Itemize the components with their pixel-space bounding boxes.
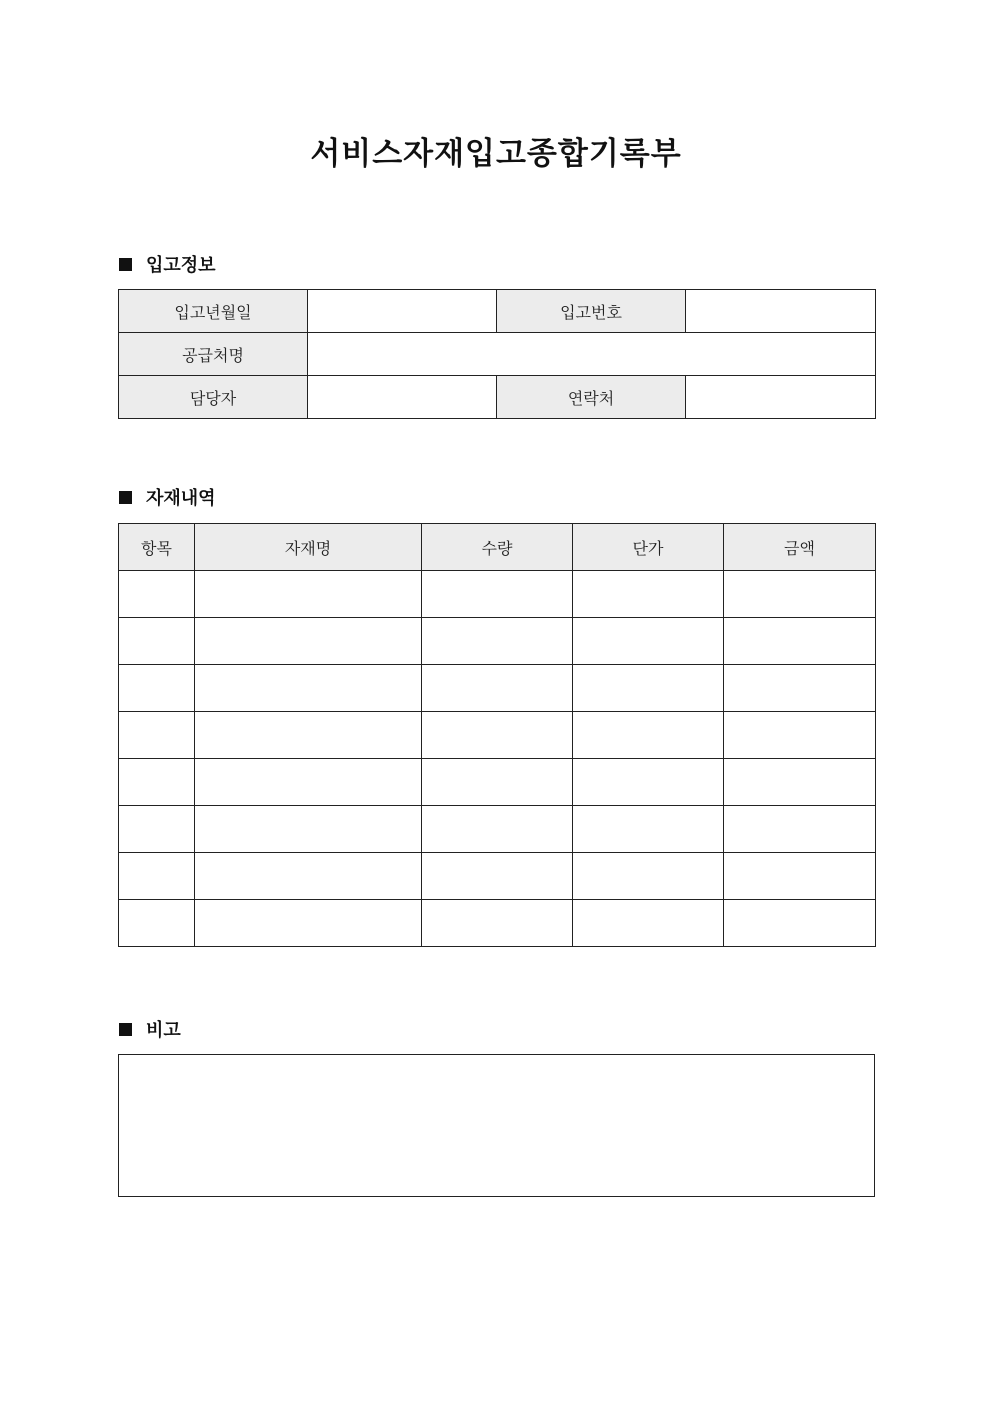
- materials-table: [118, 523, 876, 947]
- amount-cell[interactable]: [724, 571, 876, 618]
- quantity-cell[interactable]: [422, 571, 573, 618]
- section-heading-materials: [119, 485, 216, 509]
- receiving-info-table: [118, 289, 876, 419]
- manager-label: 담당자: [119, 376, 308, 419]
- quantity-cell[interactable]: [422, 712, 573, 759]
- amount-cell[interactable]: [724, 759, 876, 806]
- quantity-cell[interactable]: [422, 853, 573, 900]
- supplier-field[interactable]: [308, 333, 876, 376]
- table-row: [119, 290, 876, 333]
- unit-price-cell[interactable]: [573, 900, 724, 947]
- table-row: [119, 333, 876, 376]
- amount-cell[interactable]: [724, 900, 876, 947]
- receiving-date-field[interactable]: [308, 290, 497, 333]
- item-cell[interactable]: [119, 712, 195, 759]
- column-header-unit-price: 단가: [573, 524, 724, 571]
- quantity-cell[interactable]: [422, 759, 573, 806]
- page-title: 서비스자재입고종합기록부: [310, 136, 682, 172]
- section-heading-label: 입고정보: [146, 255, 216, 276]
- unit-price-cell[interactable]: [573, 618, 724, 665]
- item-cell[interactable]: [119, 665, 195, 712]
- table-row: [119, 376, 876, 419]
- item-cell[interactable]: [119, 900, 195, 947]
- column-header-item: 항목: [119, 524, 195, 571]
- item-cell[interactable]: [119, 806, 195, 853]
- remarks-field[interactable]: [118, 1054, 875, 1197]
- table-row: [119, 853, 876, 900]
- square-bullet-icon: [119, 491, 132, 504]
- table-row: [119, 571, 876, 618]
- table-row: [119, 712, 876, 759]
- unit-price-cell[interactable]: [573, 759, 724, 806]
- item-cell[interactable]: [119, 853, 195, 900]
- amount-cell[interactable]: [724, 853, 876, 900]
- contact-field[interactable]: [686, 376, 876, 419]
- square-bullet-icon: [119, 1023, 132, 1036]
- section-heading-remarks: [119, 1017, 181, 1041]
- material-name-cell[interactable]: [195, 853, 422, 900]
- material-name-cell[interactable]: [195, 806, 422, 853]
- material-name-cell[interactable]: [195, 759, 422, 806]
- table-row: [119, 665, 876, 712]
- column-header-quantity: 수량: [422, 524, 573, 571]
- unit-price-cell[interactable]: [573, 665, 724, 712]
- section-heading-receiving-info: [119, 252, 216, 276]
- unit-price-cell[interactable]: [573, 571, 724, 618]
- receiving-number-field[interactable]: [686, 290, 876, 333]
- table-row: [119, 900, 876, 947]
- receiving-date-label: 입고년월일: [119, 290, 308, 333]
- unit-price-cell[interactable]: [573, 712, 724, 759]
- contact-label: 연락처: [497, 376, 686, 419]
- table-row: [119, 806, 876, 853]
- item-cell[interactable]: [119, 618, 195, 665]
- unit-price-cell[interactable]: [573, 806, 724, 853]
- material-name-cell[interactable]: [195, 900, 422, 947]
- unit-price-cell[interactable]: [573, 853, 724, 900]
- amount-cell[interactable]: [724, 618, 876, 665]
- material-name-cell[interactable]: [195, 665, 422, 712]
- table-row: [119, 618, 876, 665]
- quantity-cell[interactable]: [422, 900, 573, 947]
- quantity-cell[interactable]: [422, 618, 573, 665]
- item-cell[interactable]: [119, 759, 195, 806]
- receiving-number-label: 입고번호: [497, 290, 686, 333]
- column-header-amount: 금액: [724, 524, 876, 571]
- material-name-cell[interactable]: [195, 571, 422, 618]
- section-heading-label: 비고: [146, 1020, 181, 1041]
- supplier-label: 공급처명: [119, 333, 308, 376]
- amount-cell[interactable]: [724, 712, 876, 759]
- manager-field[interactable]: [308, 376, 497, 419]
- square-bullet-icon: [119, 258, 132, 271]
- table-row: [119, 759, 876, 806]
- quantity-cell[interactable]: [422, 665, 573, 712]
- amount-cell[interactable]: [724, 665, 876, 712]
- material-name-cell[interactable]: [195, 712, 422, 759]
- quantity-cell[interactable]: [422, 806, 573, 853]
- amount-cell[interactable]: [724, 806, 876, 853]
- table-header-row: [119, 524, 876, 571]
- material-name-cell[interactable]: [195, 618, 422, 665]
- section-heading-label: 자재내역: [146, 488, 216, 509]
- column-header-material-name: 자재명: [195, 524, 422, 571]
- item-cell[interactable]: [119, 571, 195, 618]
